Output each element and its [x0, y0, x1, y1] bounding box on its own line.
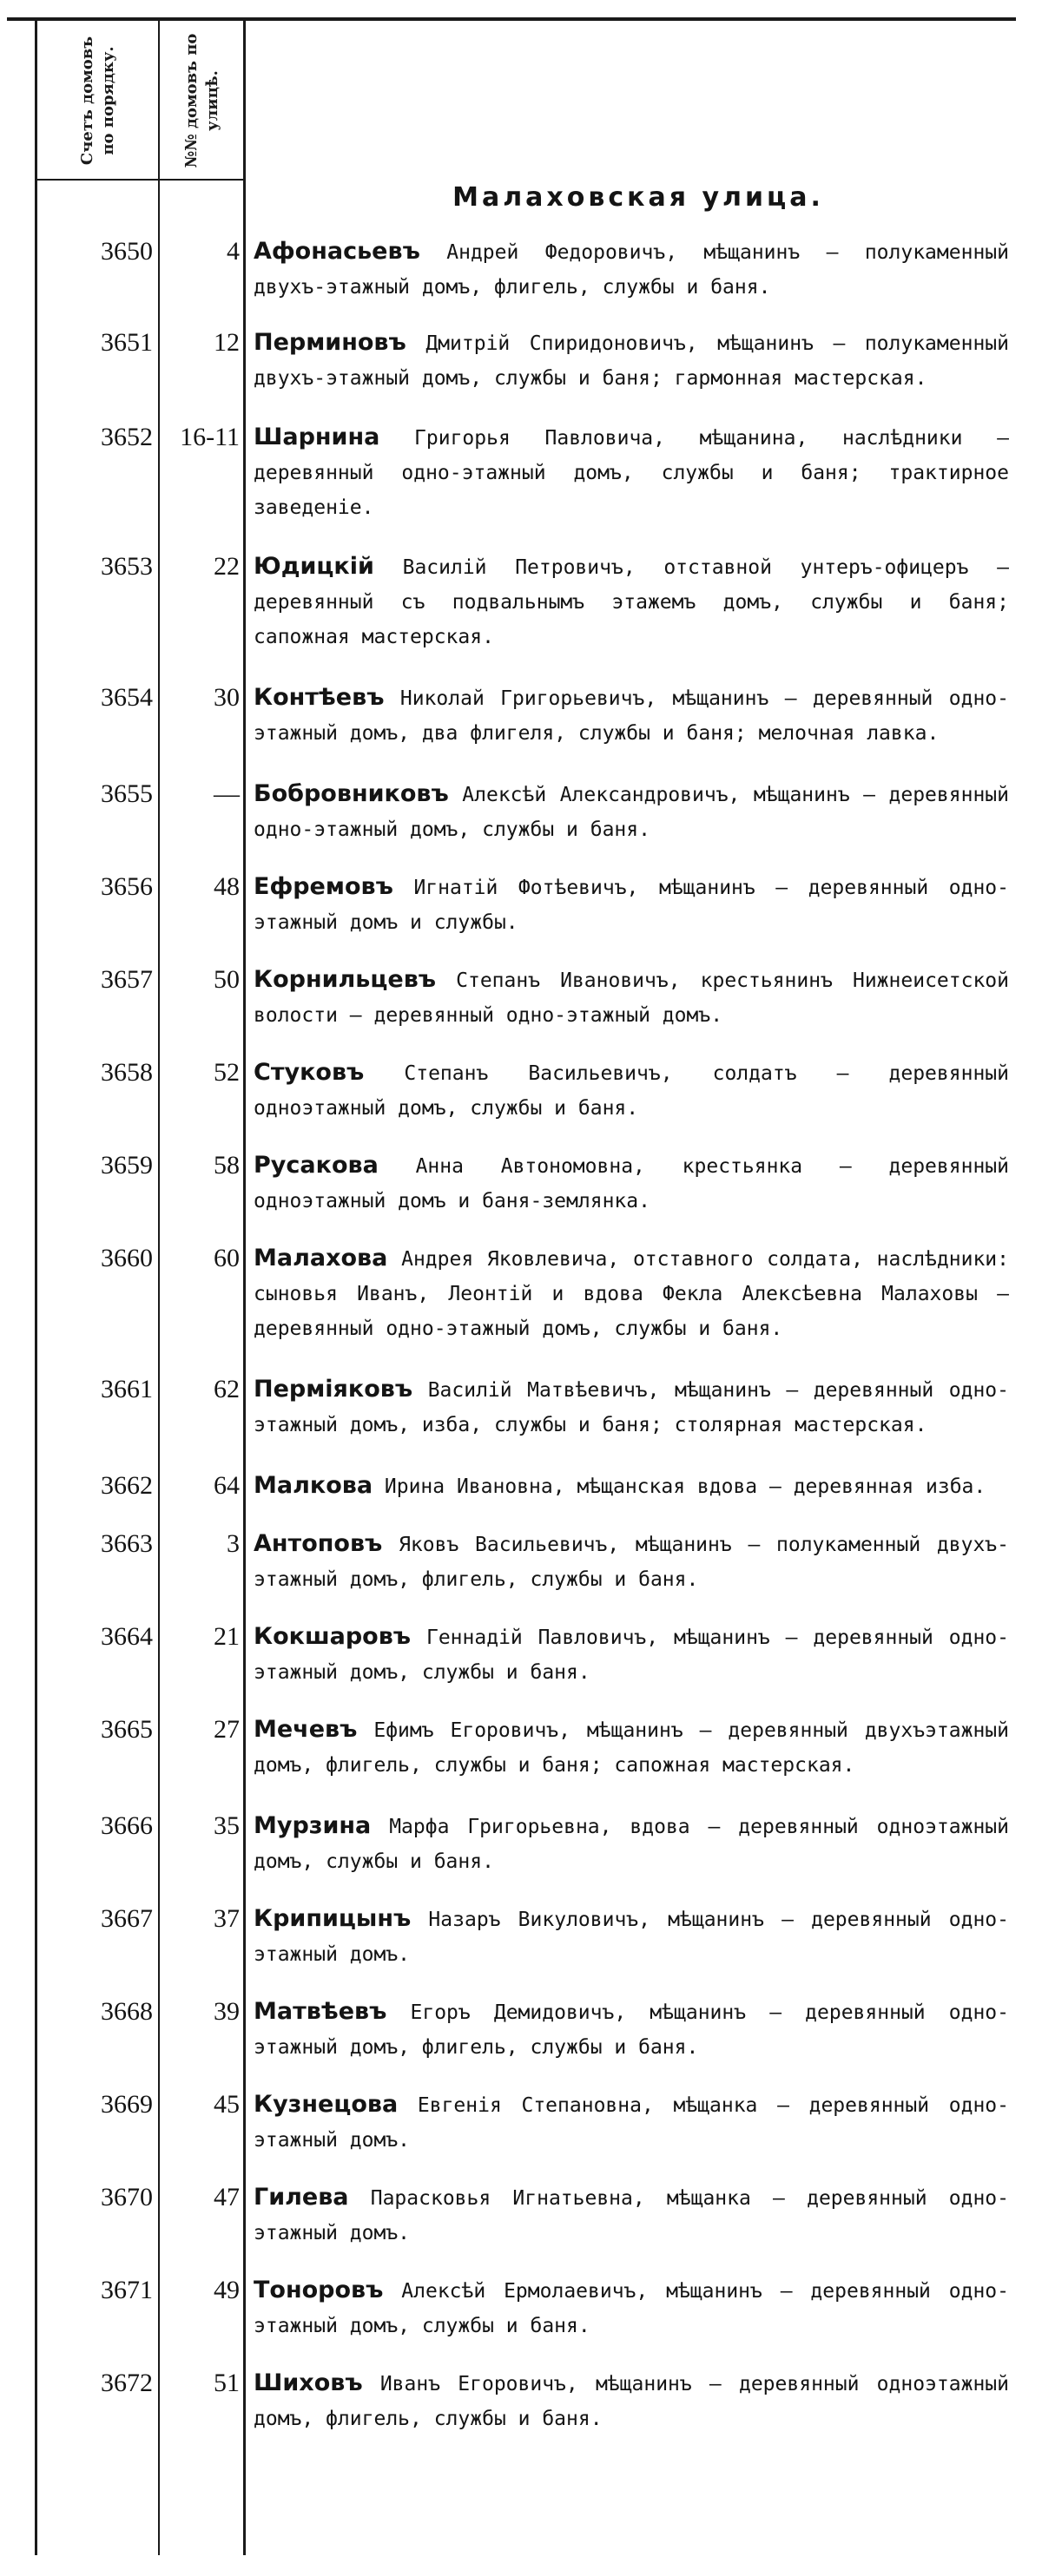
entry-count-number: 3672 [101, 2369, 153, 2397]
entry-house-number: 30 [214, 683, 240, 712]
entry-row [0, 870, 1042, 940]
entry-description [254, 1055, 1009, 1126]
entry-text: Андрея Яковлевича, отставного солдата, наслѣдники: сыновья Иванъ, Леонтій и вдова Фекла Алексѣевна Малаховы — деревянный одно-этажный домъ, службы и баня. [254, 1248, 1009, 1340]
entry-count-number: 3671 [101, 2276, 153, 2304]
entry-row [0, 420, 1042, 525]
entry-surname: Крипицынъ [254, 1905, 412, 1932]
entry-house-number: 3 [227, 1529, 240, 1558]
entry-row [0, 1372, 1042, 1442]
entry-house-number: 35 [214, 1811, 240, 1840]
entry-house-number: — [214, 779, 240, 808]
entry-text: Ирина Ивановна, мѣщанская вдова — деревянная изба. [373, 1475, 986, 1498]
entry-row [0, 1809, 1042, 1879]
entries-list [0, 234, 1042, 2459]
entry-surname: Мечевъ [254, 1716, 358, 1743]
entry-house-number: 64 [214, 1471, 240, 1500]
entry-house-number: 48 [214, 872, 240, 901]
entry-description [254, 1712, 1009, 1783]
entry-count-number: 3668 [101, 1997, 153, 2026]
entry-text: Геннадій Павловичъ, мѣщанинъ — деревянный одно-этажный домъ, службы и баня. [254, 1626, 1009, 1684]
entry-row [0, 963, 1042, 1033]
entry-count-number: 3661 [101, 1375, 153, 1403]
entry-text: Василій Матвѣевичъ, мѣщанинъ — деревянный одно-этажный домъ, изба, службы и баня; столярная мастерская. [254, 1379, 1009, 1436]
entry-house-number: 60 [214, 1244, 240, 1272]
entry-surname: Матвѣевъ [254, 1998, 387, 2025]
entry-count-number: 3663 [101, 1529, 153, 1558]
entry-row [0, 1055, 1042, 1126]
entry-description [254, 234, 1009, 305]
entry-description [254, 1241, 1009, 1346]
entry-text: Парасковья Игнатьевна, мѣщанка — деревянный одно-этажный домъ. [254, 2187, 1009, 2244]
entry-surname: Малахова [254, 1245, 388, 1272]
entry-description [254, 2366, 1009, 2436]
entry-count-number: 3669 [101, 2090, 153, 2119]
entry-row [0, 2180, 1042, 2251]
entry-house-number: 45 [214, 2090, 240, 2119]
entry-house-number: 49 [214, 2276, 240, 2304]
entry-count-number: 3665 [101, 1715, 153, 1744]
entry-count-number: 3653 [101, 552, 153, 581]
entry-text: Дмитрій Спиридоновичъ, мѣщанинъ — полукаменный двухъ-этажный домъ, службы и баня; гармонная мастерская. [254, 332, 1009, 390]
entry-row [0, 777, 1042, 847]
entry-count-number: 3664 [101, 1622, 153, 1651]
entry-description [254, 2087, 1009, 2158]
entry-text: Яковъ Васильевичъ, мѣщанинъ — полукаменный двухъ-этажный домъ, флигель, службы и баня. [254, 1534, 1009, 1591]
entry-row [0, 2087, 1042, 2158]
entry-row [0, 325, 1042, 396]
entry-row [0, 1902, 1042, 1972]
entry-text: Назаръ Викуловичъ, мѣщанинъ — деревянный одно-этажный домъ. [254, 1909, 1009, 1966]
entry-text: Игнатій Фотѣевичъ, мѣщанинъ — деревянный одно-этажный домъ и службы. [254, 877, 1009, 934]
entry-row [0, 1241, 1042, 1346]
entry-count-number: 3670 [101, 2183, 153, 2211]
entry-surname: Тоноровъ [254, 2277, 384, 2303]
entry-description [254, 963, 1009, 1033]
entry-surname: Бобровниковъ [254, 780, 449, 807]
entry-description [254, 1372, 1009, 1442]
entry-text: Ефимъ Егоровичъ, мѣщанинъ — деревянный двухъэтажный домъ, флигель, службы и баня; сапожная мастерская. [254, 1719, 1009, 1777]
entry-surname: Перміяковъ [254, 1376, 413, 1403]
entry-description [254, 549, 1009, 654]
entry-row [0, 1994, 1042, 2065]
entry-surname: Мурзина [254, 1812, 372, 1839]
entry-text: Иванъ Егоровичъ, мѣщанинъ — деревянный одноэтажный домъ, флигель, службы и баня. [254, 2373, 1009, 2430]
entry-surname: Контѣевъ [254, 684, 385, 711]
entry-surname: Русакова [254, 1152, 379, 1179]
entry-surname: Кокшаровъ [254, 1623, 412, 1650]
entry-count-number: 3667 [101, 1904, 153, 1933]
entry-row [0, 2366, 1042, 2436]
entry-count-number: 3658 [101, 1058, 153, 1087]
entry-description [254, 325, 1009, 396]
entry-count-number: 3662 [101, 1471, 153, 1500]
entry-description [254, 1994, 1009, 2065]
entry-surname: Гилева [254, 2184, 349, 2211]
entry-house-number: 37 [214, 1904, 240, 1933]
entry-text: Григорья Павловича, мѣщанина, наслѣдники — деревянный одно-этажный домъ, службы и баня; трактирное заведеніе. [254, 427, 1009, 519]
entry-count-number: 3666 [101, 1811, 153, 1840]
entry-text: Степанъ Васильевичъ, солдатъ — деревянный одноэтажный домъ, службы и баня. [254, 1062, 1009, 1120]
entry-row [0, 2273, 1042, 2343]
entry-description [254, 2180, 1009, 2251]
entry-house-number: 12 [214, 328, 240, 357]
entry-house-number: 52 [214, 1058, 240, 1087]
entry-surname: Кузнецова [254, 2091, 399, 2118]
entry-count-number: 3650 [101, 237, 153, 266]
entry-description [254, 1148, 1009, 1219]
entry-description [254, 777, 1009, 847]
entry-description [254, 1469, 1009, 1504]
entry-text: Николай Григорьевичъ, мѣщанинъ — деревянный одно-этажный домъ, два флигеля, службы и баня; мелочная лавка. [254, 687, 1009, 745]
entry-row [0, 549, 1042, 654]
entry-house-number: 58 [214, 1151, 240, 1180]
entry-count-number: 3660 [101, 1244, 153, 1272]
entry-house-number: 27 [214, 1715, 240, 1744]
entry-description [254, 1902, 1009, 1972]
entry-house-number: 16-11 [180, 423, 240, 451]
entry-row [0, 1712, 1042, 1783]
entry-surname: Шиховъ [254, 2369, 363, 2396]
entry-text: Алексѣй Ермолаевичъ, мѣщанинъ — деревянный одно-этажный домъ, службы и баня. [254, 2280, 1009, 2337]
entry-surname: Юдицкій [254, 553, 374, 580]
entry-count-number: 3651 [101, 328, 153, 357]
entry-text: Марфа Григорьевна, вдова — деревянный одноэтажный домъ, службы и баня. [254, 1816, 1009, 1873]
entry-count-number: 3652 [101, 423, 153, 451]
entry-text: Степанъ Ивановичъ, крестьянинъ Нижнеисетской волости — деревянный одно-этажный домъ. [254, 969, 1009, 1027]
entry-surname: Корнильцевъ [254, 966, 437, 993]
entry-count-number: 3655 [101, 779, 153, 808]
entry-house-number: 39 [214, 1997, 240, 2026]
entry-text: Егоръ Демидовичъ, мѣщанинъ — деревянный одно-этажный домъ, флигель, службы и баня. [254, 2001, 1009, 2059]
entry-surname: Малкова [254, 1472, 373, 1499]
entry-house-number: 62 [214, 1375, 240, 1403]
entry-row [0, 1527, 1042, 1597]
entry-surname: Афонасьевъ [254, 238, 420, 265]
entry-text: Алексѣй Александровичъ, мѣщанинъ — деревянный одно-этажный домъ, службы и баня. [254, 784, 1009, 841]
entry-count-number: 3656 [101, 872, 153, 901]
entry-surname: Ефремовъ [254, 873, 393, 900]
entry-count-number: 3657 [101, 965, 153, 994]
entry-surname: Перминовъ [254, 329, 406, 356]
entry-house-number: 51 [214, 2369, 240, 2397]
entry-surname: Стуковъ [254, 1059, 365, 1086]
entry-row [0, 680, 1042, 751]
entry-house-number: 47 [214, 2183, 240, 2211]
entry-description [254, 1620, 1009, 1690]
entry-text: Василій Петровичъ, отставной унтеръ-офицеръ — деревянный съ подвальнымъ этажемъ домъ, службы и баня; сапожная мастерская. [254, 556, 1009, 648]
entry-description [254, 2273, 1009, 2343]
count-column-caption: Счетъ домовъ по порядку. [78, 36, 117, 166]
entry-row [0, 1469, 1042, 1504]
entry-count-number: 3659 [101, 1151, 153, 1180]
entry-row [0, 1620, 1042, 1690]
entry-surname: Антоповъ [254, 1530, 383, 1557]
entry-row [0, 1148, 1042, 1219]
house-number-column-caption: №№ домовъ по улицѣ. [182, 33, 221, 168]
entry-house-number: 22 [214, 552, 240, 581]
entry-row [0, 234, 1042, 305]
entry-description [254, 870, 1009, 940]
entry-surname: Шарнина [254, 424, 380, 450]
entry-text: Андрей Федоровичъ, мѣщанинъ — полукаменный двухъ-этажный домъ, флигель, службы и баня. [254, 241, 1009, 299]
entry-house-number: 50 [214, 965, 240, 994]
entry-text: Анна Автономовна, крестьянка — деревянный одноэтажный домъ и баня-землянка. [254, 1155, 1009, 1212]
header-rule [35, 179, 245, 181]
entry-description [254, 420, 1009, 525]
entry-description [254, 680, 1009, 751]
entry-description [254, 1809, 1009, 1879]
entry-house-number: 21 [214, 1622, 240, 1651]
entry-house-number: 4 [227, 237, 240, 266]
entry-description [254, 1527, 1009, 1597]
entry-count-number: 3654 [101, 683, 153, 712]
street-title: Малаховская улица. [452, 182, 824, 213]
entry-text: Евгенія Степановна, мѣщанка — деревянный одно-этажный домъ. [254, 2094, 1009, 2152]
